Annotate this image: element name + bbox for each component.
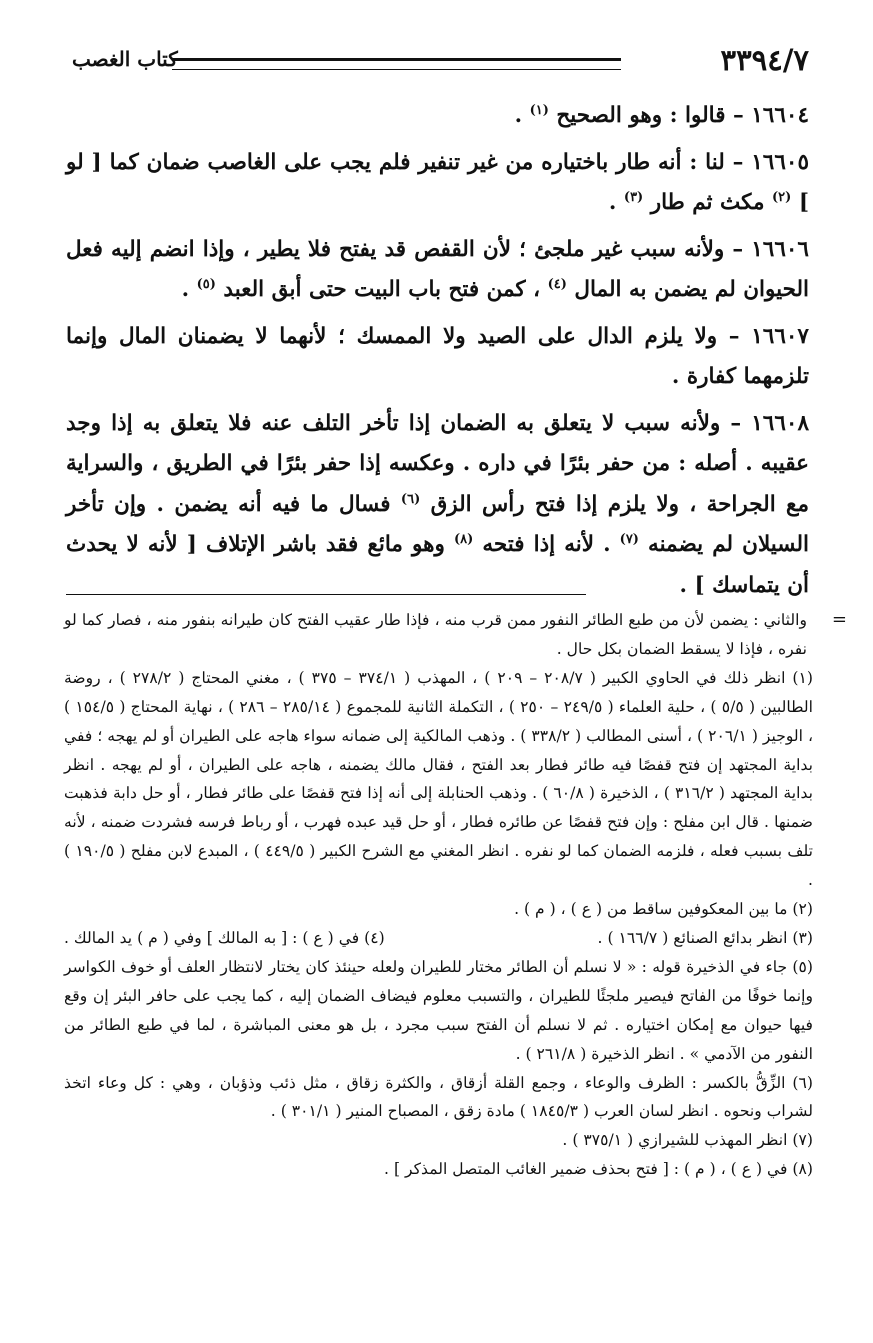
paragraph-16605 [66,143,809,224]
footnote-7: (٧) انظر المهذب للشيرازي ( ٣٧٥/١ ) . [562,1131,813,1150]
page-header [72,40,809,84]
paragraph-text: – ولأنه سبب غير ملجئ ؛ لأن القفص قد يفتح فلا يطير ، وإذا انضم إليه فعل الحيوان لم يضمن به المال [66,236,809,302]
footnote-continuation [64,606,847,664]
paragraph-16606 [66,230,809,311]
footnote-ref: (٨) [453,531,474,547]
paragraph-tail: مكث ثم طار [650,190,765,215]
paragraph-number: ١٦٦٠٨ [751,410,809,436]
paragraph-16607 [66,317,809,398]
footnote-5: (٥) جاء في الذخيرة قوله : « لا نسلم أن الطائر مختار للطيران ولعله حينئذ كان يختار لانتظار العلف أو خوف الكواسر وإنما خوفًا من الفاتح فيصير ملجئًا للطيران ، والتسبب معلوم فيضاف الضمان إليه ، كما يجب على حافر البئر إن وقع فيها حيوان مع إمكان اختياره . ثم لا نسلم أن الفتح سبب مجرد ، بل هو معنى المباشرة ، لما في طبع الطائر من النفور من الآدمي » . انظر الذخيرة ( ٢٦١/٨ ) . [64,957,813,1063]
footnote-row [64,924,813,953]
page-number: ٣٣٩٤/٧ [720,43,809,77]
footnote-row [64,895,813,924]
continuation-marker: = [831,609,847,630]
paragraph-16608 [66,404,809,607]
footnotes [64,606,847,1184]
paragraph-number: ١٦٦٠٥ [751,149,809,175]
footnote-ref: (٥) [196,276,216,292]
footnote-8: (٨) في ( ع ) ، ( م ) : [ فتح بحذف ضمير الغائب المتصل المذكر ] . [384,1160,813,1179]
footnote-ref: (٤) [547,276,567,292]
paragraph-tail: . [608,190,617,215]
footnote-6: (٦) الزِّقُّ بالكسر : الظرف والوعاء ، وجمع القلة أزقاق ، والكثرة زقاق ، مثل ذئب وذؤبان ، وهي : كل وعاء اتخذ لشراب ونحوه . انظر لسان العرب ( ١٨٤٥/٣ ) مادة زقق ، المصباح المنير ( ٣٠١/١ ) . [64,1073,813,1121]
paragraph-number: ١٦٦٠٦ [751,236,809,262]
footnote-text: والثاني : يضمن لأن من طبع الطائر النفور ممن قرب منه ، فإذا طار عقيب الفتح كان طيرانه بنفور منه ، فصار كما لو نفره ، فإذا لا يسقط الضمان بكل حال . [64,611,807,658]
footnote-2: (٢) ما بين المعكوفين ساقط من ( ع ) ، ( م ) . [514,900,813,919]
footnote-ref: (٣) [623,189,644,205]
header-rule [172,58,621,70]
paragraph-tail: ، كمن فتح باب البيت حتى أبق العبد [223,277,541,302]
paragraph-text: – ولأنه سبب لا يتعلق به الضمان إذا تأخر التلف عنه فلا يتعلق به إذا وجد عقيبه . أصله : من حفر بئرًا في داره . وعكسه إذا حفر بئرًا في الطريق ، والسراية مع الجراحة ، ولا يلزم إذا فتح رأس الزق [66,410,809,517]
paragraph-number: ١٦٦٠٤ [751,103,809,128]
paragraph-tail: وهو مائع فقد باشر الإتلاف [ لأنه لا يحدث أن يتماسك ] . [66,532,809,598]
footnote-separator [66,594,586,595]
paragraph-text: – قالوا : وهو الصحيح [556,103,744,128]
paragraph-tail: . [181,277,190,302]
main-text [66,96,809,612]
footnote-ref: (٧) [619,531,639,547]
paragraph-text: – ولا يلزم الدال على الصيد ولا الممسك ؛ لأنهما لا يضمنان المال وإنما تلزمهما كفارة . [66,323,809,389]
paragraph-tail: . [514,103,523,128]
footnote-4: (٤) في ( ع ) : [ به المالك ] وفي ( م ) يد المالك . [64,928,385,947]
footnote-ref: (٦) [400,491,421,507]
paragraph-tail: . لأنه إذا فتحه [482,532,611,557]
paragraph-tail: فسال ما فيه أنه يضمن . وإن تأخر السيلان لم يضمنه [66,491,809,557]
footnote-3: (٣) انظر بدائع الصنائع ( ١٦٦/٧ ) . [597,928,813,947]
book-title: كتاب الغصب [72,47,178,71]
paragraph-16604 [66,96,809,137]
footnote-ref: (١) [529,102,549,118]
paragraph-number: ١٦٦٠٧ [751,323,809,349]
footnote-ref: (٢) [772,189,792,205]
footnote-1: (١) انظر ذلك في الحاوي الكبير ( ٢٠٨/٧ – ٢٠٩ ) ، المهذب ( ٣٧٤/١ – ٣٧٥ ) ، مغني المحتاج ( ٢٧٨/٢ ) ، روضة الطالبين ( ٥/٥ ) ، حلية العلماء ( ٢٤٩/٥ – ٢٥٠ ) ، التكملة الثانية للمجموع ( ٢٨٥/١٤ – ٢٨٦ ) ، نهاية المحتاج ( ١٥٤/٥ ) ، الوجيز ( ٢٠٦/١ ) ، أسنى المطالب ( ٣٣٨/٢ ) . وذهب المالكية إلى ضمانه سواء هاجه على الطيران أو لم يهجه ؛ ففي بداية المجتهد إن فتح قفصًا فيه طائر فطار بعد الفتح ، فقال مالك يضمنه ، هاجه على الطيران ، أو لم يهجه . انظر بداية المجتهد ( ٣١٦/٢ ) ، الذخيرة ( ٦٠/٨ ) . وذهب الحنابلة إلى أنه إذا فتح قفصًا على طائر فطار ، أو حل دابة فذهبت ضمنها . قال ابن مفلح : وإن فتح قفصًا عن طائره فطار ، أو حل قيد عبده فهرب ، أو رباط فرسه فشردت ضمنه ، لأنه تلف بسبب فعله ، فلزمه الضمان كما لو نفره . انظر المغني مع الشرح الكبير ( ٤٤٩/٥ ) ، المبدع لابن مفلح ( ١٩٠/٥ ) . [64,668,814,890]
paragraph-text: – لنا : أنه طار باختياره من غير تنفير فلم يجب على الغاصب ضمان كما [ لو ] [66,149,809,215]
